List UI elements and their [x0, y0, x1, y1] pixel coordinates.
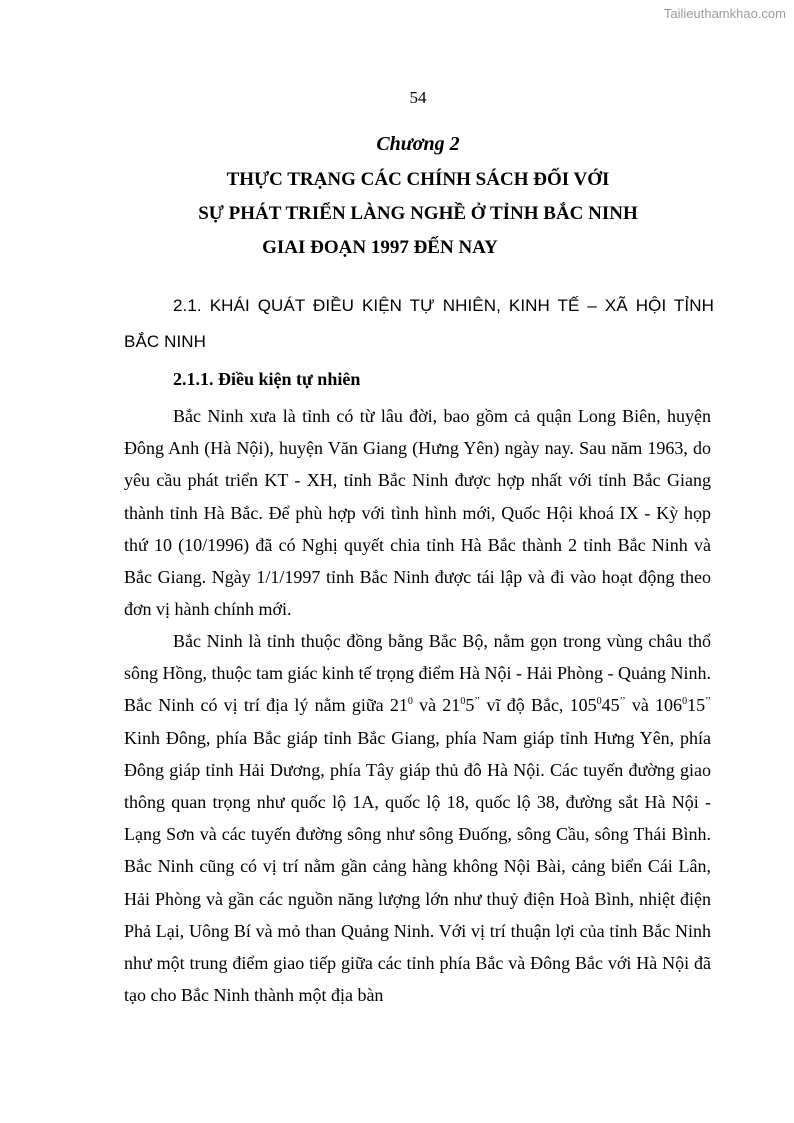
- paragraph-2-part-d: vĩ độ Bắc, 105: [480, 695, 597, 716]
- paragraph-2-part-h: Kinh Đông, phía Bắc giáp tỉnh Bắc Giang, phía Nam giáp tỉnh Hưng Yên, phía Đông giáp tỉnh Hải Dương, phía Tây giáp thủ đô Hà Nội. Các tuyến đường giao thông quan trọng như quốc lộ 1A, quốc lộ 18, quốc lộ 38, đường sắt Hà Nội - Lạng Sơn và các tuyến đường sông như sông Đuống, sông Cầu, sông Thái Bình. Bắc Ninh cũng có vị trí nằm gần cảng hàng không Nội Bài, cảng biển Cái Lân, Hải Phòng và gần các nguồn năng lượng lớn như thuỷ điện Hoà Bình, nhiệt điện Phả Lại, Uông Bí và mỏ than Quảng Ninh. Với vị trí thuận lợi của tỉnh Bắc Ninh như một trung điểm giao tiếp giữa các tỉnh phía Bắc và Đông Bắc với Hà Nội đã tạo cho Bắc Ninh thành một địa bàn: [124, 727, 711, 1006]
- paragraph-2-sup-6: 0: [682, 696, 688, 708]
- paragraph-2-sup-2: 0: [460, 696, 466, 708]
- paragraph-2-sup-1: 0: [407, 696, 413, 708]
- paragraph-2-part-e: 45: [601, 695, 620, 716]
- section-heading-line-2: BẮC NINH: [124, 332, 207, 351]
- subsection-heading: 2.1.1. Điều kiện tự nhiên: [173, 369, 361, 389]
- paragraph-2-part-b: và 21: [412, 695, 461, 716]
- paragraph-2-part-a: Bắc Ninh là tỉnh thuộc đồng bằng Bắc Bộ, nằm gọn trong vùng châu thổ sông Hồng, thuộc tam giác kinh tế trọng điểm Hà Nội - Hải Phòng - Quảng Ninh. Bắc Ninh có vị trí địa lý nằm giữa 21: [124, 631, 711, 716]
- paragraph-1-text: Bắc Ninh xưa là tỉnh có từ lâu đời, bao gồm cả quận Long Biên, huyện Đông Anh (Hà Nội), huyện Văn Giang (Hưng Yên) ngày nay. Sau năm 1963, do yêu cầu phát triển KT - XH, tỉnh Bắc Ninh được hợp nhất với tỉnh Bắc Giang thành tỉnh Hà Bắc. Để phù hợp với tình hình mới, Quốc Hội khoá IX - Kỳ họp thứ 10 (10/1996) đã có Nghị quyết chia tỉnh Hà Bắc thành 2 tỉnh Bắc Ninh và Bắc Giang. Ngày 1/1/1997 tỉnh Bắc Ninh được tái lập và đi vào hoạt động theo đơn vị hành chính mới.: [124, 406, 711, 620]
- section-heading-line-1: 2.1. KHÁI QUÁT ĐIỀU KIỆN TỰ NHIÊN, KINH TẾ – XÃ HỘI TỈNH: [173, 296, 714, 315]
- paragraph-2-part-c: 5: [465, 695, 475, 716]
- watermark: Tailieuthamkhao.com: [663, 6, 786, 21]
- paragraph-2-sup-5: ’’: [619, 696, 626, 708]
- paragraph-2-part-g: 15: [687, 695, 706, 716]
- paragraph-2-sup-7: ’’: [705, 696, 711, 708]
- paragraph-2-sup-4: 0: [596, 696, 602, 708]
- section-heading: [124, 288, 714, 360]
- chapter-label: Chương 2: [376, 133, 460, 155]
- paragraph-2-text: [124, 625, 711, 1011]
- chapter-title-line-1: THỰC TRẠNG CÁC CHÍNH SÁCH ĐỐI VỚI: [226, 169, 610, 190]
- paragraph-2-part-f: và 106: [625, 695, 683, 716]
- paragraph-1: [124, 400, 711, 625]
- chapter-title-line-2: SỰ PHÁT TRIỂN LÀNG NGHỀ Ở TỈNH BẮC NINH: [198, 203, 638, 224]
- chapter-title-line-3: GIAI ĐOẠN 1997 ĐẾN NAY: [262, 237, 498, 258]
- paragraph-2-sup-3: ’’: [474, 696, 481, 708]
- paragraph-2: [124, 625, 711, 1011]
- page-number: 54: [409, 88, 427, 107]
